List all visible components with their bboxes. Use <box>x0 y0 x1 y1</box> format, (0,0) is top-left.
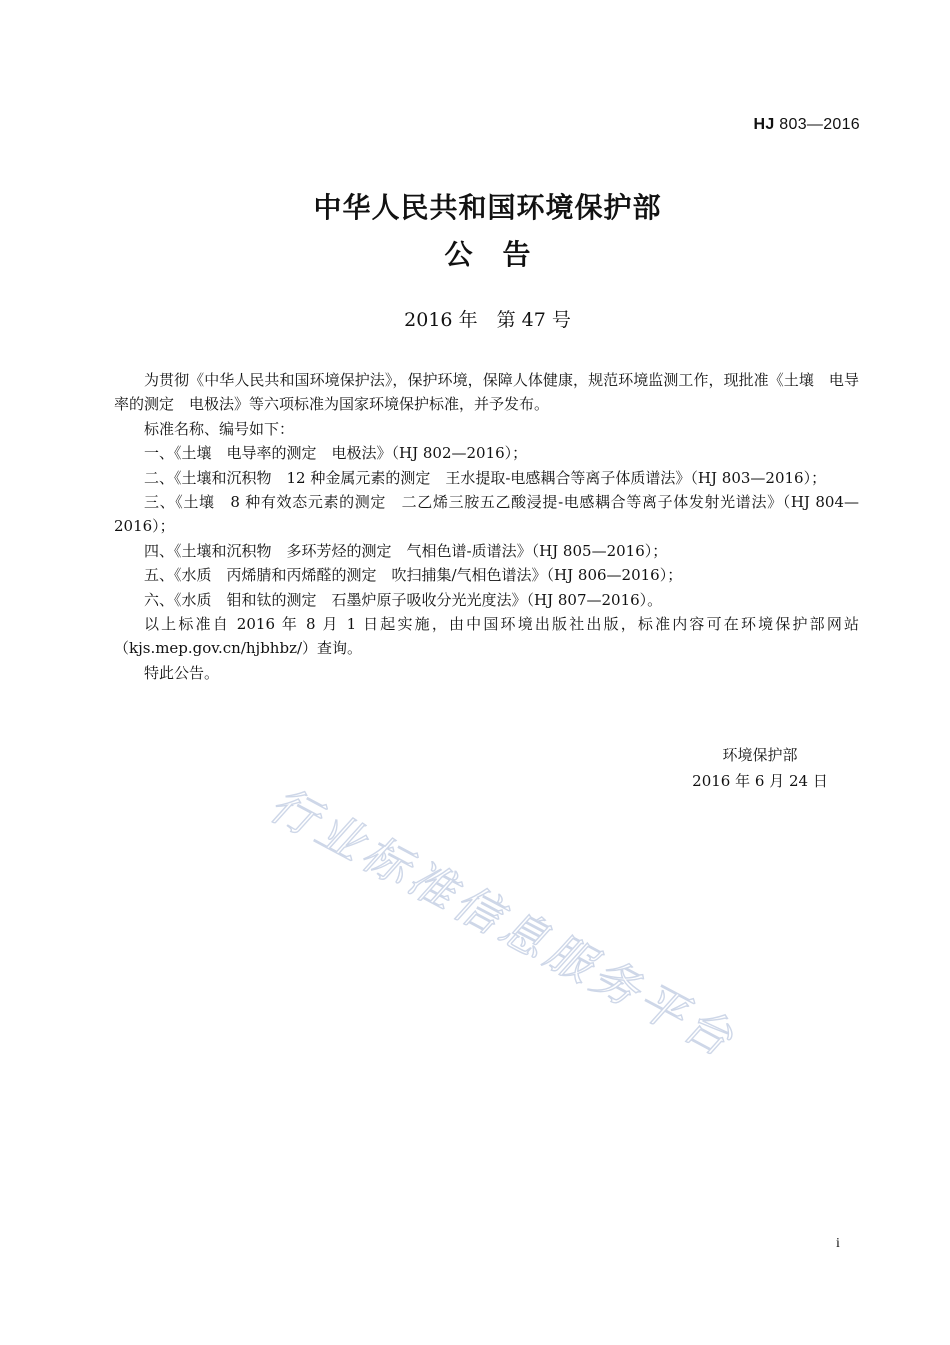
watermark: 行业标准信息服务平台 <box>261 776 746 1069</box>
standard-number: 803—2016 <box>779 116 860 133</box>
standard-item: 二、《土壤和沉积物 12 种金属元素的测定 王水提取-电感耦合等离子体质谱法》（HJ 803—2016）； <box>144 468 827 487</box>
document-subtitle: 公告 <box>444 238 561 271</box>
announcement-body <box>114 368 859 685</box>
page-number: i <box>836 1236 840 1251</box>
issue-number: 2016 年 第 47 号 <box>404 309 571 331</box>
standard-code <box>753 116 860 134</box>
standard-item: 四、《土壤和沉积物 多环芳烃的测定 气相色谱-质谱法》（HJ 805—2016）； <box>144 541 668 560</box>
standard-prefix: HJ <box>753 116 775 133</box>
document-title: 中华人民共和国环境保护部 <box>313 191 662 224</box>
paragraph-intro: 为贯彻《中华人民共和国环境保护法》，保护环境，保障人体健康，规范环境监测工作，现批准《土壤 电导率的测定 电极法》等六项标准为国家环境保护标准，并予发布。 <box>114 371 859 414</box>
signature-block <box>680 742 840 794</box>
standard-item: 三、《土壤 8 种有效态元素的测定 二乙烯三胺五乙酸浸提-电感耦合等离子体发射光谱法》（HJ 804—2016）； <box>114 493 859 536</box>
signature-date: 2016 年 6 月 24 日 <box>692 772 828 790</box>
signature-org: 环境保护部 <box>722 746 798 764</box>
standard-item: 六、《水质 钼和钛的测定 石墨炉原子吸收分光光度法》（HJ 807—2016）。 <box>144 590 663 609</box>
paragraph-implementation: 以上标准自 2016 年 8 月 1 日起实施，由中国环境出版社出版，标准内容可在环境保护部网站（kjs.mep.gov.cn/hjbhbz/）查询。 <box>114 615 859 658</box>
paragraph-closing: 特此公告。 <box>144 663 220 682</box>
paragraph-list-heading: 标准名称、编号如下： <box>144 419 295 438</box>
standard-item: 一、《土壤 电导率的测定 电极法》（HJ 802—2016）； <box>144 444 528 463</box>
standard-item: 五、《水质 丙烯腈和丙烯醛的测定 吹扫捕集/气相色谱法》（HJ 806—2016）； <box>144 566 683 585</box>
